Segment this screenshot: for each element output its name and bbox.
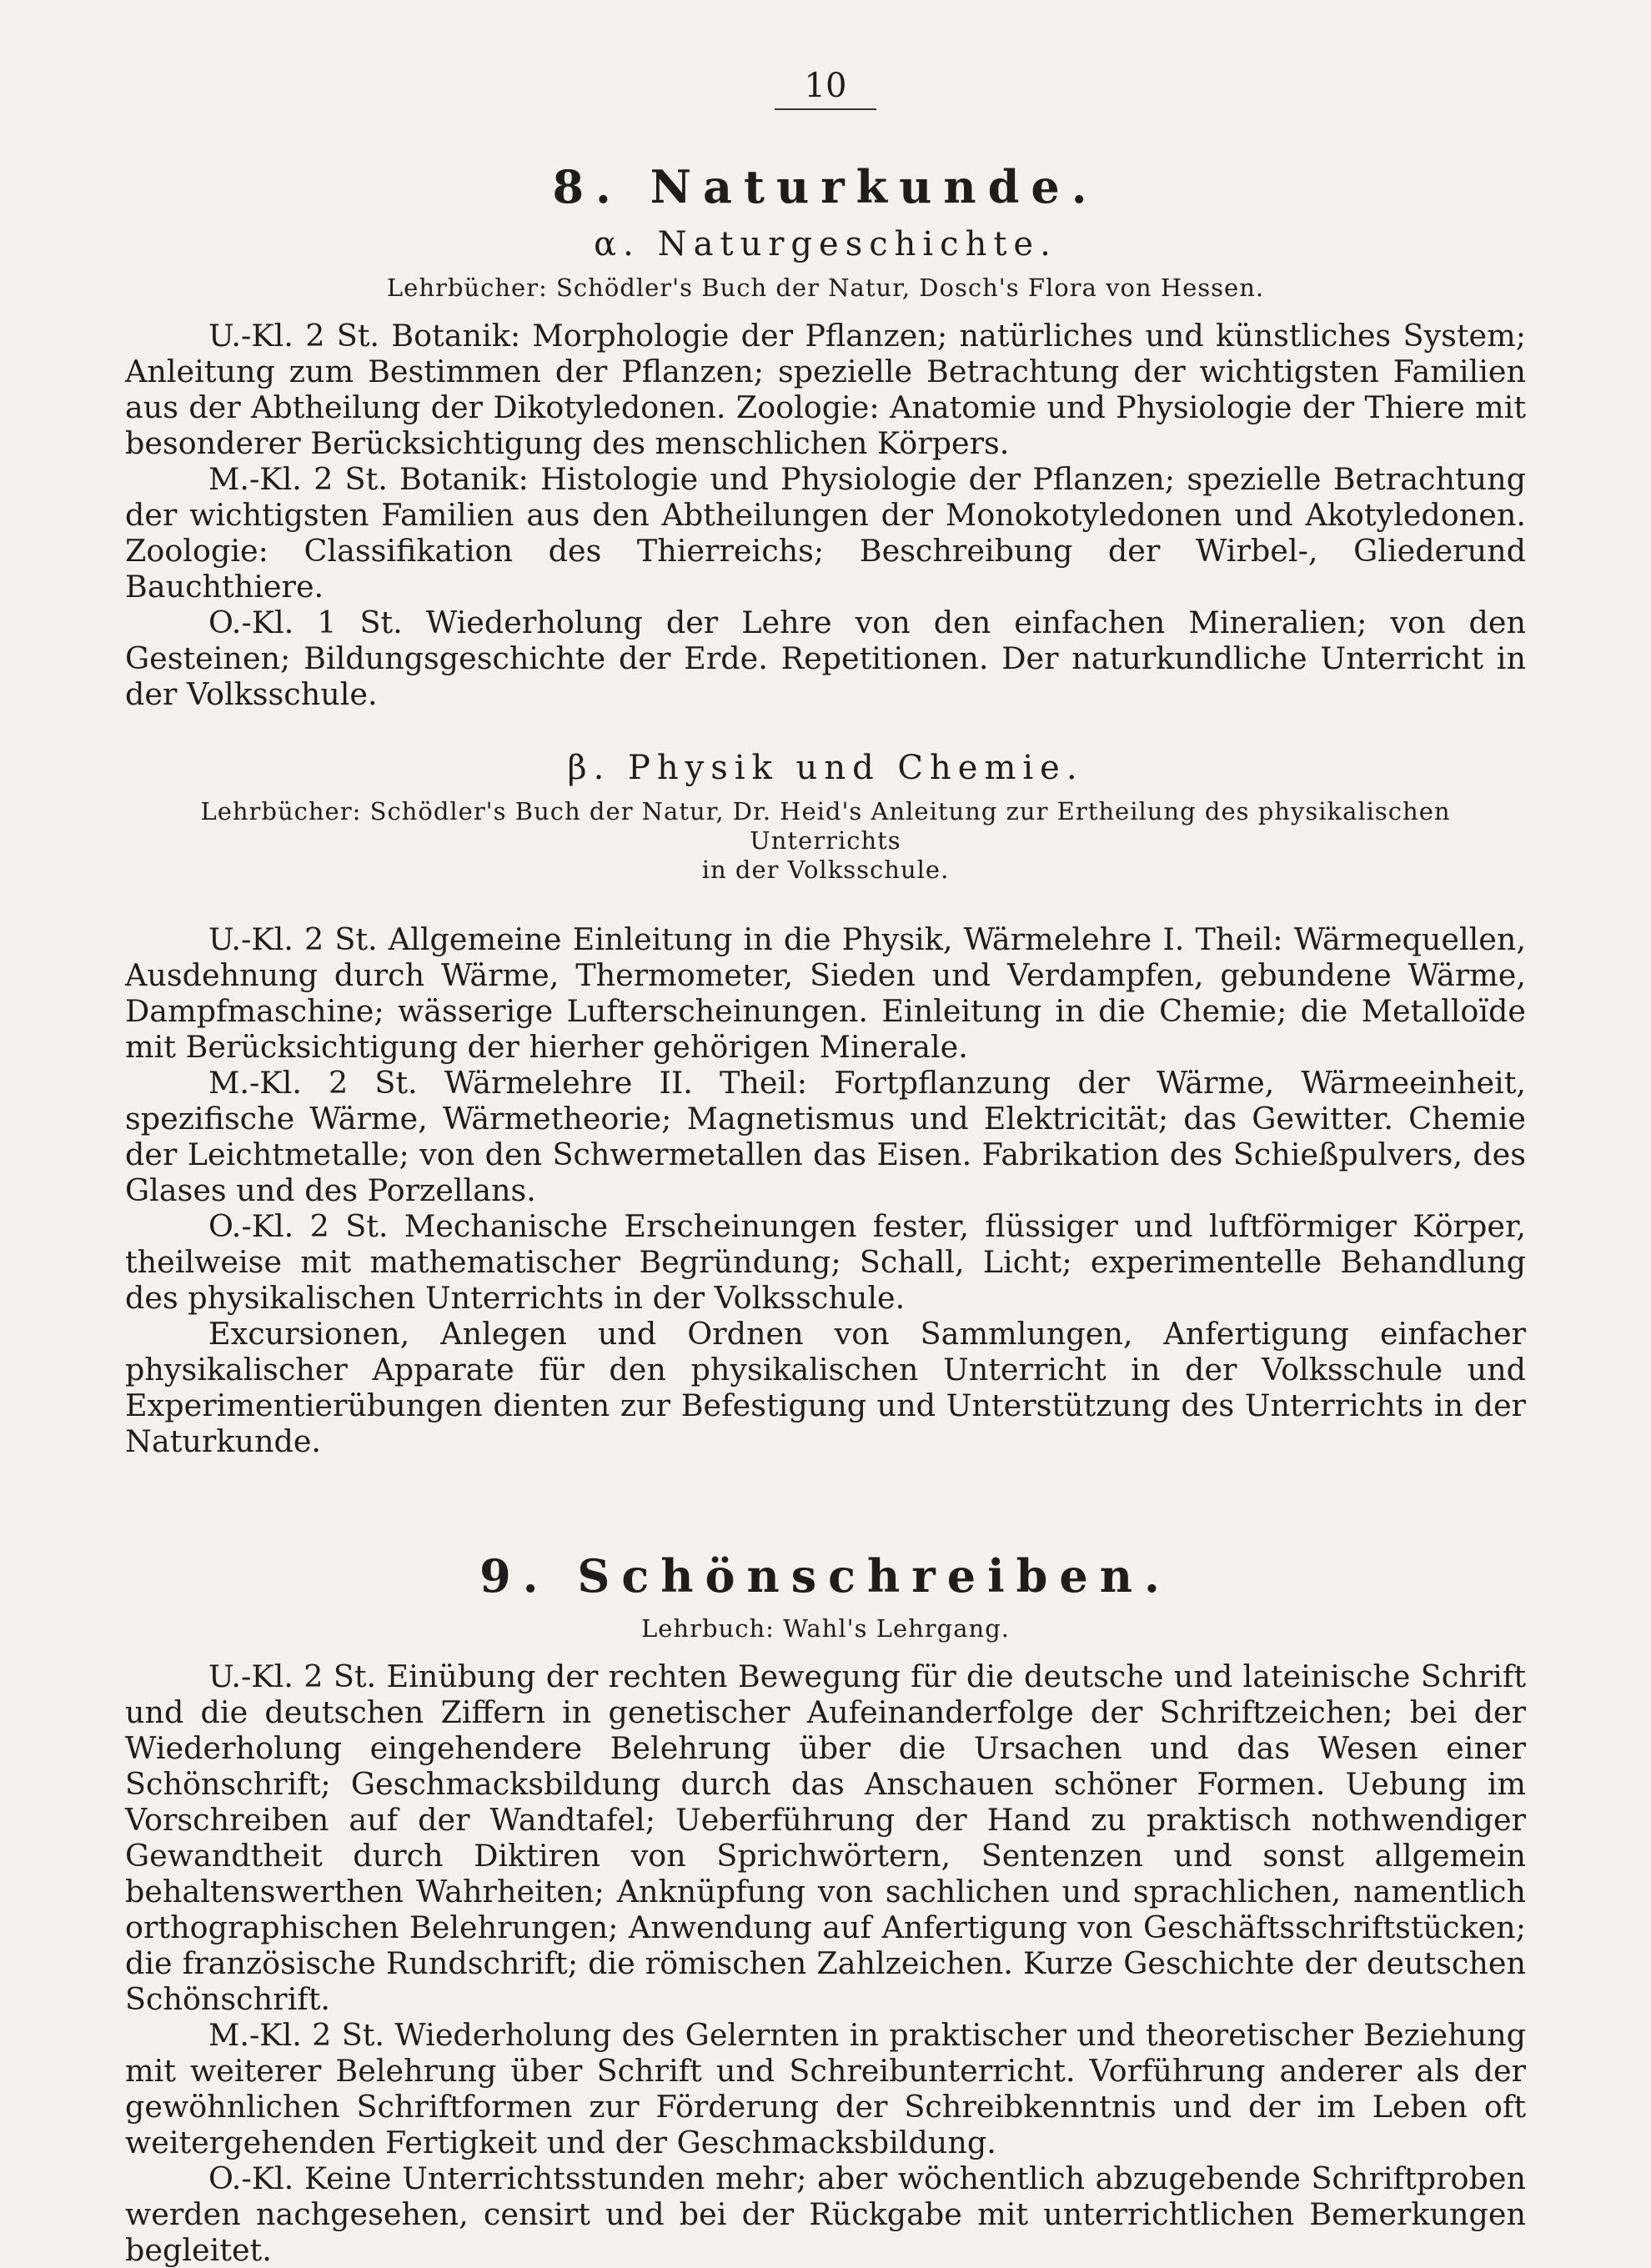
page-number: 10 xyxy=(775,67,877,110)
paragraph-physik-excursionen: Excursionen, Anlegen und Ordnen von Sammlungen, Anfertigung einfacher physikalischer Apparate für den physikalischen Unterricht in der Volksschule und Experimentierübungen dienten zur Befestigung und Unterstützung des Unterrichts in der Naturkunde. xyxy=(125,1316,1526,1459)
subsection-title-naturgeschichte: α. Naturgeschichte. xyxy=(594,225,1057,263)
spacer xyxy=(125,900,1526,921)
spacer xyxy=(125,712,1526,749)
textbook-note-physik xyxy=(125,797,1526,885)
section-title-naturkunde: 8. Naturkunde. xyxy=(552,160,1099,213)
paragraph-physik-oberklasse: O.-Kl. 2 St. Mechanische Erscheinungen fester, flüssiger und luftförmiger Körper, theilweise mit mathematischer Begründung; Schall, Licht; experimentelle Behandlung des physikalischen Unterrichts in der Volksschule. xyxy=(125,1208,1526,1316)
paragraph-schoenschreiben-unterklasse: U.-Kl. 2 St. Einübung der rechten Bewegung für die deutsche und lateinische Schrift und die deutschen Ziffern in genetischer Aufeinanderfolge der Schriftzeichen; bei der Wiederholung eingehendere Belehrung über die Ursachen und das Wesen einer Schönschrift; Geschmacksbildung durch das Anschauen schöner Formen. Uebung im Vorschreiben auf der Wandtafel; Ueberführung der Hand zu praktisch nothwendiger Gewandtheit durch Diktiren von Sprichwörtern, Sentenzen und sonst allgemein behaltenswerthen Wahrheiten; Anknüpfung von sachlichen und sprachlichen, namentlich orthographischen Belehrungen; Anwendung auf Anfertigung von Geschäftsschriftstücken; die französische Rundschrift; die römischen Zahlzeichen. Kurze Geschichte der deutschen Schönschrift. xyxy=(125,1658,1526,2017)
paragraph-schoenschreiben-oberklasse: O.-Kl. Keine Unterrichtsstunden mehr; aber wöchentlich abzugebende Schriftproben werden nachgesehen, censirt und bei der Rückgabe mit unterrichtlichen Bemerkungen begleitet. xyxy=(125,2160,1526,2268)
textbook-note-physik-line-1: Lehrbücher: Schödler's Buch der Natur, Dr. Heid's Anleitung zur Ertheilung des physikalischen Unterrichts xyxy=(200,797,1451,855)
paragraph-naturgeschichte-oberklasse: O.-Kl. 1 St. Wiederholung der Lehre von den einfachen Mineralien; von den Gesteinen; Bildungsgeschichte der Erde. Repetitionen. Der naturkundliche Unterricht in der Volksschule. xyxy=(125,605,1526,712)
paragraph-naturgeschichte-mittelklasse: M.-Kl. 2 St. Botanik: Histologie und Physiologie der Pflanzen; spezielle Betrachtung der wichtigsten Familien aus den Abtheilungen der Monokotyledonen und Akotyledonen. Zoologie: Classifikation des Thierreichs; Beschreibung der Wirbel-, Gliederund Bauchthiere. xyxy=(125,461,1526,605)
textbook-note-naturgeschichte: Lehrbücher: Schödler's Buch der Natur, Dosch's Flora von Hessen. xyxy=(386,273,1265,302)
subsection-title-physik-chemie: β. Physik und Chemie. xyxy=(567,749,1084,787)
section-naturkunde xyxy=(125,160,1526,1459)
section-schoenschreiben xyxy=(125,1549,1526,2268)
paragraph-physik-mittelklasse: M.-Kl. 2 St. Wärmelehre II. Theil: Fortpflanzung der Wärme, Wärmeeinheit, spezifische Wärme, Wärmetheorie; Magnetismus und Elektricität; das Gewitter. Chemie der Leichtmetalle; von den Schwermetallen das Eisen. Fabrikation des Schießpulvers, des Glases und des Porzellans. xyxy=(125,1065,1526,1208)
spacer xyxy=(125,1459,1526,1549)
section-title-schoenschreiben: 9. Schönschreiben. xyxy=(479,1549,1172,1603)
textbook-note-physik-line-2: in der Volksschule. xyxy=(701,856,950,884)
subsection-naturgeschichte xyxy=(125,225,1526,712)
document-page xyxy=(125,67,1526,2268)
paragraph-naturgeschichte-unterklasse: U.-Kl. 2 St. Botanik: Morphologie der Pflanzen; natürliches und künstliches System; Anleitung zum Bestimmen der Pflanzen; spezielle Betrachtung der wichtigsten Familien aus der Abtheilung der Dikotyledonen. Zoologie: Anatomie und Physiologie der Thiere mit besonderer Berücksichtigung des menschlichen Körpers. xyxy=(125,318,1526,461)
paragraph-schoenschreiben-mittelklasse: M.-Kl. 2 St. Wiederholung des Gelernten in praktischer und theoretischer Beziehung mit weiterer Belehrung über Schrift und Schreibunterricht. Vorführung anderer als der gewöhnlichen Schriftformen zur Förderung der Schreibkenntnis und der im Leben oft weitergehenden Fertigkeit und der Geschmacksbildung. xyxy=(125,2017,1526,2160)
paragraph-physik-unterklasse: U.-Kl. 2 St. Allgemeine Einleitung in die Physik, Wärmelehre I. Theil: Wärmequellen, Ausdehnung durch Wärme, Thermometer, Sieden und Verdampfen, gebundene Wärme, Dampfmaschine; wässerige Lufterscheinungen. Einleitung in die Chemie; die Metalloïde mit Berücksichtigung der hierher gehörigen Minerale. xyxy=(125,921,1526,1065)
subsection-physik-chemie xyxy=(125,749,1526,1459)
page-header xyxy=(125,67,1526,110)
textbook-note-schoenschreiben: Lehrbuch: Wahl's Lehrgang. xyxy=(641,1614,1010,1643)
